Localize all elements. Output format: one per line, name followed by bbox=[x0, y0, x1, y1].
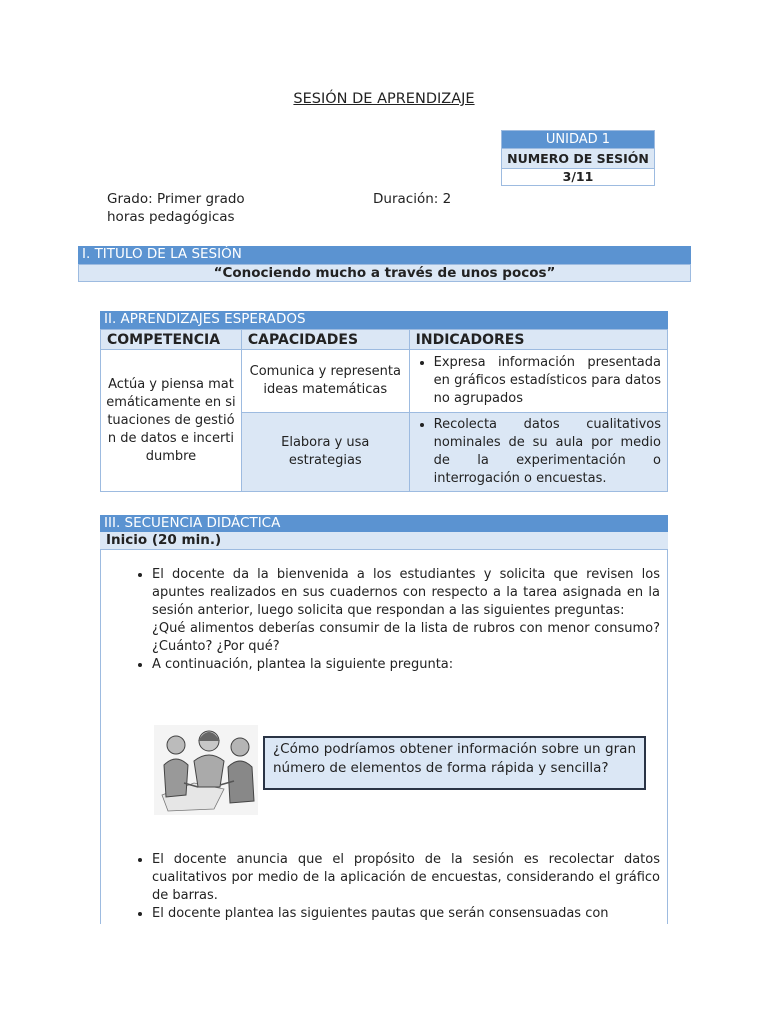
section2-heading: II. APRENDIZAJES ESPERADOS bbox=[100, 311, 668, 329]
column-header-competencia: COMPETENCIA bbox=[101, 330, 242, 350]
inicio-label: Inicio (20 min.) bbox=[100, 532, 668, 550]
list-item: • El docente plantea las siguientes pautas que serán consensuadas con bbox=[152, 905, 660, 923]
column-header-indicadores: INDICADORES bbox=[409, 330, 667, 350]
children-illustration bbox=[154, 725, 258, 815]
section3-heading: III. SECUENCIA DIDÁCTICA bbox=[100, 515, 668, 532]
document-title: SESIÓN DE APRENDIZAJE bbox=[293, 91, 475, 107]
learning-table bbox=[100, 329, 668, 492]
list-item: • El docente anuncia que el propósito de la sesión es recolectar datos cualitativos por medio de la aplicación de encuestas, considerando el gráfico de barras. bbox=[152, 851, 660, 905]
hours-text: horas pedagógicas bbox=[107, 209, 235, 225]
capacidad-cell bbox=[241, 350, 409, 413]
indicador-text: • Recolecta datos cualitativos nominales de su aula por medio de la experimentación o interrogación o encuestas. bbox=[434, 416, 661, 488]
capacidad-cell bbox=[241, 413, 409, 492]
session-number-value: 3/11 bbox=[502, 168, 654, 185]
callout-text: ¿Cómo podríamos obtener información sobre un gran número de elementos de forma rápida y sencilla? bbox=[273, 741, 636, 776]
indicador-cell bbox=[409, 413, 667, 492]
competencia-cell bbox=[101, 350, 242, 492]
column-header-capacidades: CAPACIDADES bbox=[241, 330, 409, 350]
session-title: “Conociendo mucho a través de unos pocos” bbox=[78, 264, 691, 282]
grade-text: Grado: Primer grado bbox=[107, 191, 245, 207]
unit-box bbox=[501, 130, 655, 186]
indicador-cell bbox=[409, 350, 667, 413]
capacidad-text: Elabora y usa estrategias bbox=[281, 435, 370, 468]
inicio-bullet-list bbox=[130, 566, 660, 674]
list-item: • A continuación, plantea la siguiente pregunta: bbox=[152, 656, 660, 674]
bullet-text: El docente da la bienvenida a los estudiantes y solicita que revisen los apuntes realizados en sus cuadernos con respecto a la tarea asignada en la sesión anterior, luego solicita que respondan a las siguientes preguntas: bbox=[152, 567, 660, 618]
unit-label: UNIDAD 1 bbox=[502, 131, 654, 148]
list-item bbox=[152, 566, 660, 656]
question-line: ¿Qué alimentos deberías consumir de la lista de rubros con menor consumo? ¿Cuánto? ¿Por qué? bbox=[152, 621, 660, 654]
indicador-text: • Expresa información presentada en gráficos estadísticos para datos no agrupados bbox=[434, 354, 661, 408]
competencia-text: Actúa y piensa matemáticamente en situaciones de gestión de datos e incertidumbre bbox=[106, 376, 236, 464]
capacidad-text: Comunica y representa ideas matemáticas bbox=[249, 364, 401, 397]
callout-question-box bbox=[263, 736, 646, 790]
section1-heading: I. TITULO DE LA SESIÓN bbox=[78, 246, 691, 264]
session-number-label: NUMERO DE SESIÓN bbox=[502, 148, 654, 168]
purpose-bullet-list bbox=[130, 851, 660, 923]
duration-text: Duración: 2 bbox=[373, 191, 452, 207]
